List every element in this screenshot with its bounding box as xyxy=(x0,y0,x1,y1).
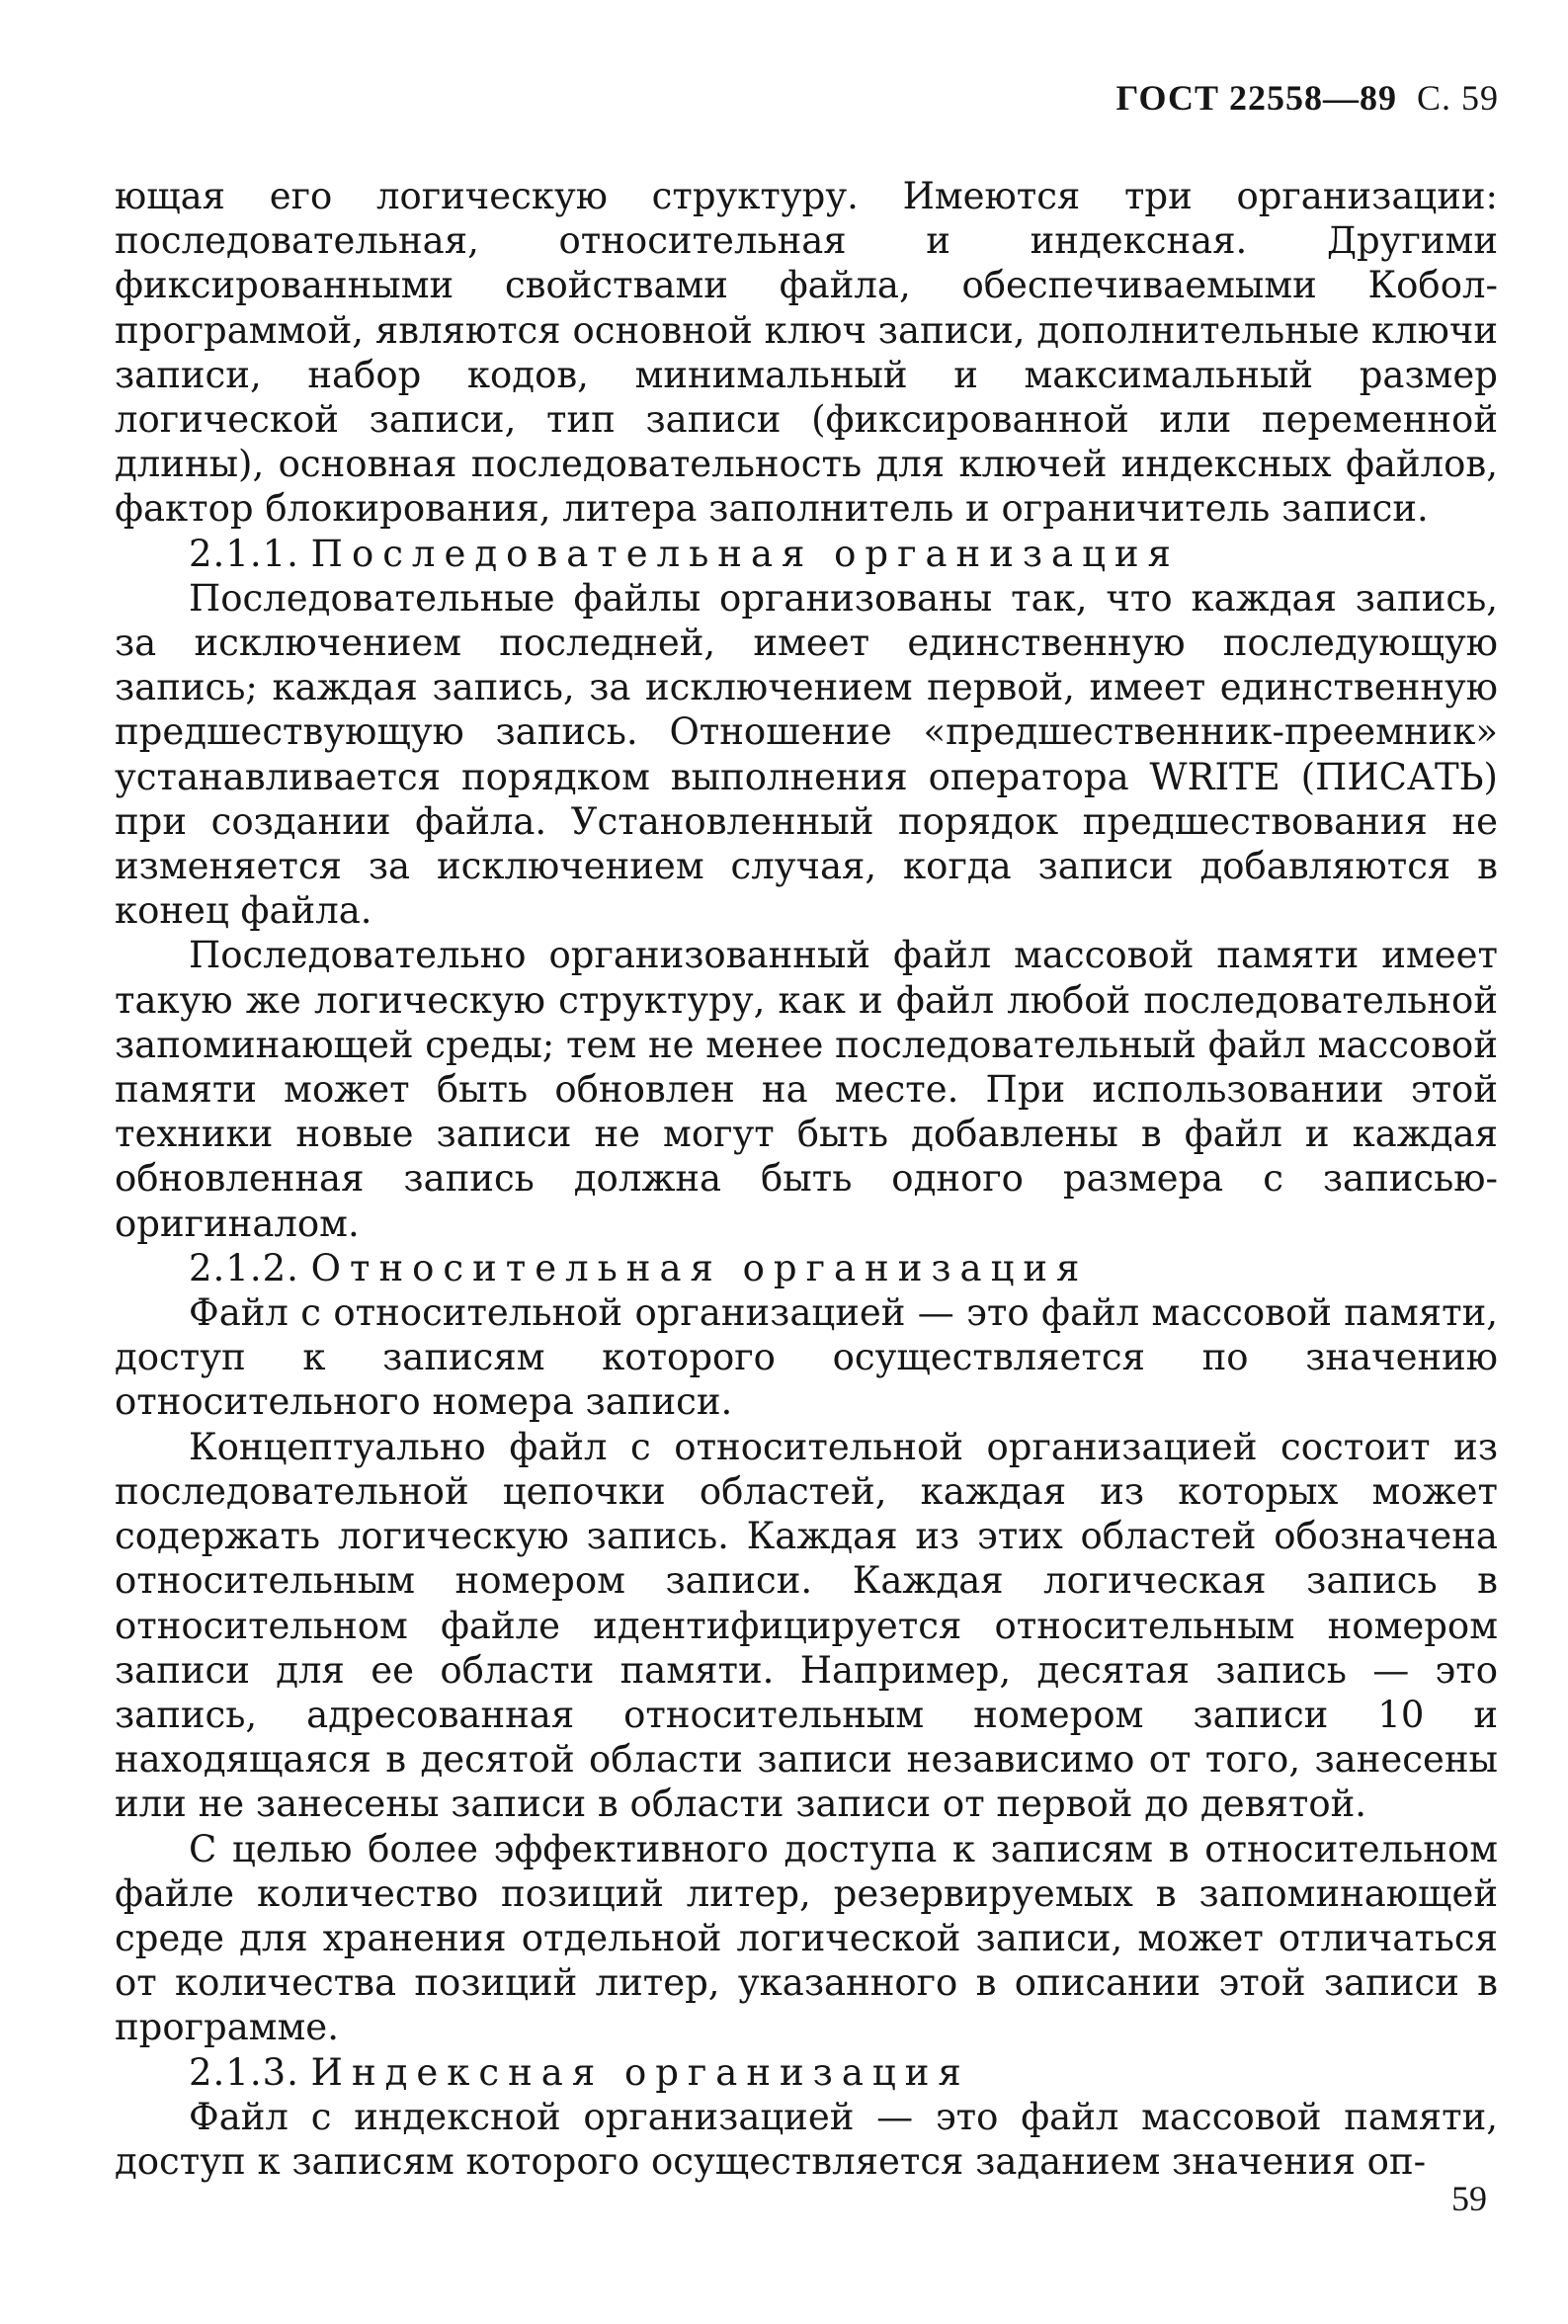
section-number: 2.1.3. xyxy=(189,2050,299,2094)
page-header xyxy=(1116,77,1499,119)
body-paragraph: С целью более эффективного доступа к записям в относительном файле количество позиций литер, резервируемых в запоминающей среде для хранения отдельной логической записи, может отличаться от количества позиций литер, указанного в описании этой записи в программе. xyxy=(115,1827,1498,2049)
body-paragraph-continuation: ющая его логическую структуру. Имеются три организации: последовательная, относительная и индексная. Другими фиксированными свойствами файла, обеспечиваемыми Кобол-программой, являются основной ключ записи, дополнительные ключи записи, набор кодов, минимальный и максимальный размер логической записи, тип записи (фиксированной или переменной длины), основная последовательность для ключей индексных файлов, фактор блокирования, литера заполнитель и ограничитель записи. xyxy=(115,175,1498,531)
page-number: 59 xyxy=(1451,2179,1487,2218)
section-heading-sequential xyxy=(115,532,1498,576)
header-page-ref: С. 59 xyxy=(1416,78,1499,118)
section-number: 2.1.1. xyxy=(189,532,299,575)
section-heading-indexed xyxy=(115,2050,1498,2095)
document-body xyxy=(115,174,1498,2184)
section-number: 2.1.2. xyxy=(189,1246,299,1289)
body-paragraph: Последовательно организованный файл массовой памяти имеет такую же логическую структуру, как и файл любой последовательной запоминающей среды; тем не менее последовательный файл массовой памяти может быть обновлен на месте. При использовании этой техники новые записи не могут быть добавлены в файл и каждая обновленная запись должна быть одного размера с записью-оригиналом. xyxy=(115,934,1498,1245)
body-paragraph: Файл с относительной организацией — это файл массовой памяти, доступ к записям которого осуществляется по значению относительного номера записи. xyxy=(115,1291,1498,1424)
standard-designation: ГОСТ 22558—89 xyxy=(1115,78,1397,118)
body-paragraph: Последовательные файлы организованы так, что каждая запись, за исключением последней, имеет единственную последующую запись; каждая запись, за исключением первой, имеет единственную предшествующую запись. Отношение «предшественник-преемник» устанавливается порядком выполнения оператора WRITE (ПИСАТЬ) при создании файла. Установленный порядок предшествования не изменяется за исключением случая, когда записи добавляются в конец файла. xyxy=(115,576,1498,933)
body-paragraph: Концептуально файл с относительной организацией состоит из последовательной цепочки областей, каждая из которых может содержать логическую запись. Каждая из этих областей обозначена относительным номером записи. Каждая логическая запись в относительном файле идентифицируется относительным номером записи для ее области памяти. Например, десятая запись — это запись, адресованная относительным номером записи 10 и находящаяся в десятой области записи независимо от того, занесены или не занесены записи в области записи от первой до девятой. xyxy=(115,1425,1498,1826)
section-title: Последовательная организация xyxy=(310,532,1180,575)
section-title: Индексная организация xyxy=(310,2050,970,2094)
section-heading-relative xyxy=(115,1246,1498,1290)
body-paragraph: Файл с индексной организацией — это файл массовой памяти, доступ к записям которого осуществляется заданием значения оп- xyxy=(115,2095,1498,2183)
section-title: Относительная организация xyxy=(310,1246,1089,1289)
